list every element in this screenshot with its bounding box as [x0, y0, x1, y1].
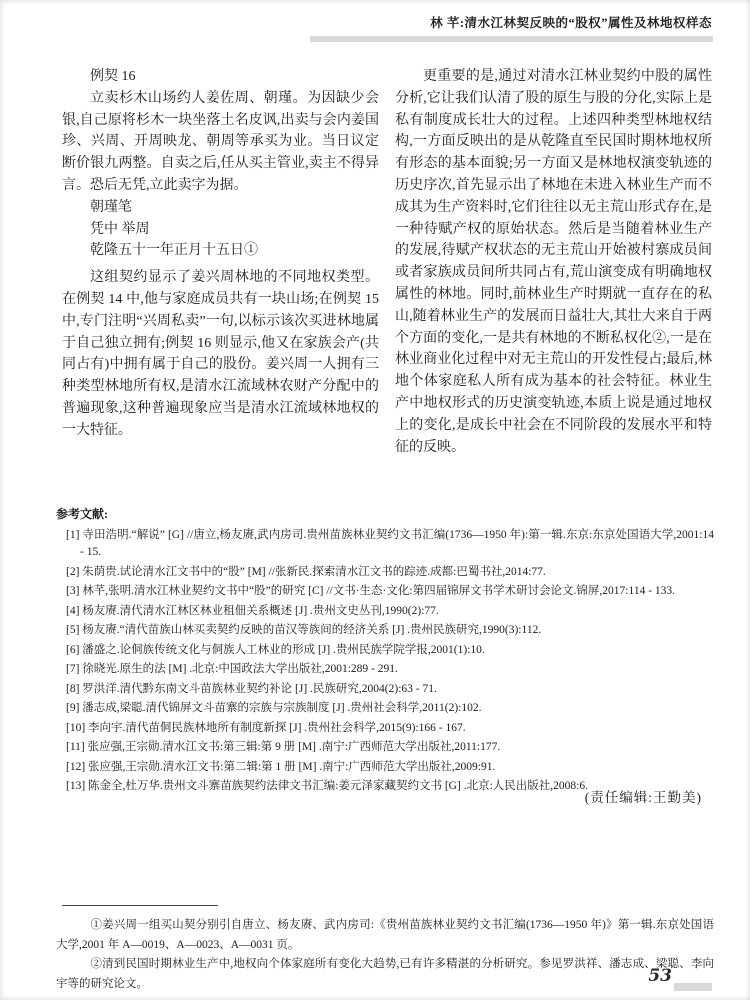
reference-item-11: [11] 张应强,王宗勋.清水江文书:第三辑:第 9 册 [M] .南宁:广西师范大学出版社,2011:177. [66, 741, 501, 753]
footnotes-section [56, 916, 714, 994]
header-rule [310, 36, 713, 42]
contract-signature: 朝瑾笔 [90, 199, 132, 215]
article-body [62, 66, 712, 458]
responsible-editor: (责任编辑:王勤美) [584, 790, 702, 805]
running-header-title: 林 芊:清水江林契反映的“股权”属性及林地权样态 [430, 16, 712, 30]
discussion-paragraph: 更重要的是,通过对清水江林业契约中股的属性分析,它让我们认清了股的原生与股的分化,实际上是私有制度成长壮大的过程。上述四种类型林地权结构,一方面反映出的是从乾隆直至民国时期林地权所有形态的基本面貌;另一方面又是林地权演变轨迹的历史序次,首先显示出了林地在未进入林业生产而不成其为生产资料时,它们往往以无主荒山形式存在,是一种待赋产权的原始状态。然后是当随着林业生产的发展,待赋产权状态的无主荒山开始被村寨成员间或者家族成员间所共同占有,荒山演变成有明确地权属性的林地。同时,前林业生产时期就一直存在的私山,随着林业生产的发展而日益壮大,其壮大来自于两个方面的变化,一是共有林地的不断私权化②,一是在林业商业化过程中对无主荒山的开发性侵占;最后,林地个体家庭私人所有成为基本的社会特征。林业生产中地权形式的历史演变轨迹,本质上说是通过地权上的变化,是成长中社会在不同阶段的发展水平和特征的反映。 [395, 69, 712, 455]
reference-item-8: [8] 罗洪洋.清代黔东南文斗苗族林业契约补论 [J] .民族研究,2004(2):63 - 71. [66, 682, 437, 695]
reference-item-9: [9] 潘志成,梁聪.清代锦屏文斗苗寨的宗族与宗族制度 [J] .贵州社会科学,2011(2):102. [66, 702, 482, 714]
page-number-rule [674, 983, 712, 991]
reference-item-6: [6] 潘盛之.论侗族传统文化与侗族人工林业的形成 [J] .贵州民族学院学报,2001(1):10. [66, 643, 485, 656]
reference-item-13: [13] 陈金全,杜万华.贵州文斗寨苗族契约法律文书汇编:姜元泽家藏契约文书 [G] .北京:人民出版社,2008:6. [66, 780, 588, 792]
reference-item-2: [2] 朱荫贵.试论清水江文书中的“股” [M] //张新民.探索清水江文书的踪迹.成都:巴蜀书社,2014:77. [66, 565, 546, 578]
reference-item-10: [10] 李向宇.清代苗侗民族林地所有制度新探 [J] .贵州社会科学,2015(9):166 - 167. [66, 721, 466, 734]
reference-item-12: [12] 张应强,王宗勋.清水江文书:第二辑:第 1 册 [M] .南宁:广西师范大学出版社,2009:91. [66, 760, 496, 773]
contract-date: 乾隆五十一年正月十五日① [90, 243, 258, 259]
contract-text: 立卖杉木山场约人姜佐周、朝瑾。为因缺少会银,自己原将杉木一块坐落土名皮讽,出卖与会内姜国珍、兴周、开周映龙、朝周等承买为业。当日议定断价银九两整。自卖之后,任从买主管业,卖主不得异言。恐后无凭,立此卖字为据。 [62, 90, 379, 193]
footnote-1: ①姜兴周一组买山契分别引自唐立、杨友赓、武内房司:《贵州苗族林业契约文书汇编(1736—1950 年)》第一辑.东京处国语大学,2001 年 A—0019、A—0023、A—0031 页。 [56, 919, 714, 951]
contract-witness: 凭中 举周 [90, 221, 150, 237]
reference-item-7: [7] 徐晓光.原生的法 [M] .北京:中国政法大学出版社,2001:289 - 291. [66, 663, 398, 675]
page-number: 53 [648, 966, 672, 986]
references-heading: 参考文献: [56, 507, 108, 521]
right-column [395, 66, 712, 458]
footnote-2: ②清到民国时期林业生产中,地权向个体家庭所有变化大趋势,已有许多精湛的分析研究。参见罗洪祥、潘志成、梁聪、李向宇等的研究论文。 [56, 958, 714, 990]
reference-item-4: [4] 杨友赓.清代清水江林区林业租佃关系概述 [J] .贵州文史丛刊,1990(2):77. [66, 604, 439, 617]
reference-item-1: [1] 寺田浩明.“解说” [G] //唐立,杨友赓,武内房司.贵州苗族林业契约文书汇编(1736—1950 年):第一辑.东京:东京处国语大学,2001:14 - 15. [66, 529, 714, 558]
reference-item-5: [5] 杨友赓.“清代苗族山林买卖契约反映的苗汉等族间的经济关系 [J] .贵州民族研究,1990(3):112. [66, 624, 542, 636]
footnote-divider [62, 905, 218, 906]
references-section [56, 506, 714, 798]
reference-item-3: [3] 林芊,张明.清水江林业契约文书中“股”的研究 [C] //文书·生态·文化:第四届锦屏文书学术研讨会论文.锦屏,2017:114 - 133. [66, 585, 676, 597]
left-column [62, 66, 379, 458]
contract-label: 例契 16 [90, 69, 136, 84]
analysis-paragraph: 这组契约显示了姜兴周林地的不同地权类型。在例契 14 中,他与家庭成员共有一块山场;在例契 15 中,专门注明“兴周私卖”一句,以标示该次买进林地属于自己独立拥有;例契 16 则显示,他又在家族会产(共同占有)中拥有属于自己的股份。姜兴周一人拥有三种类型林地所有权,是清水江流域林农财产分配中的普遍现象,这种普遍现象应当是清水江流域林地权的一大特征。 [62, 270, 379, 438]
